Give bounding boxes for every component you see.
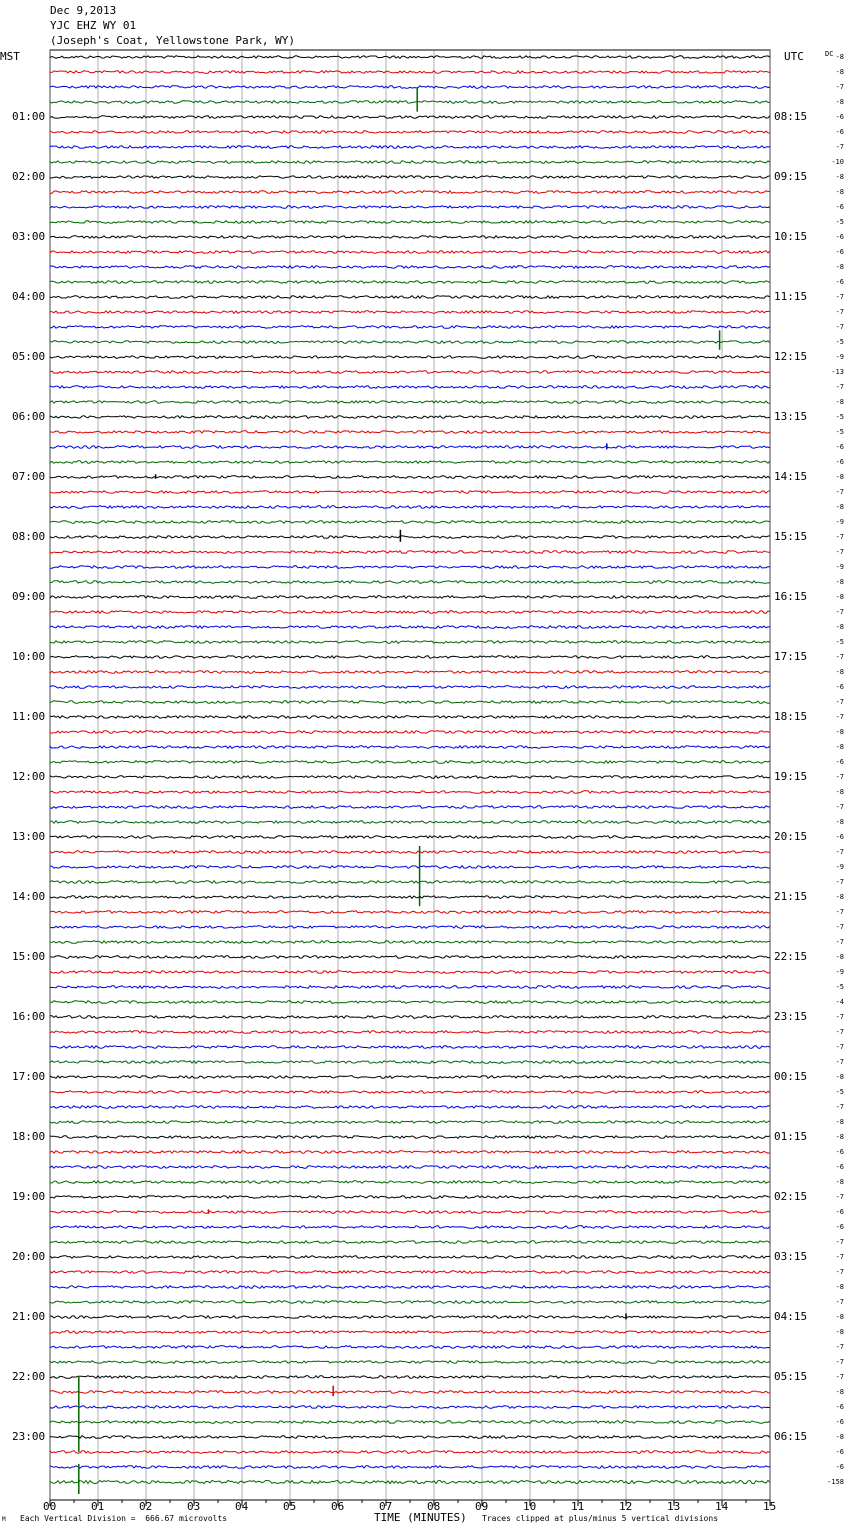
trace-row — [50, 806, 770, 809]
trace-row — [50, 266, 770, 269]
dc-offset-label: -7 — [835, 488, 844, 496]
trace-row — [50, 656, 770, 659]
trace-row — [50, 716, 770, 719]
dc-offset-label: -8 — [835, 1328, 844, 1336]
trace-row — [50, 971, 770, 974]
trace-row — [50, 506, 770, 509]
dc-offset-label: -9 — [835, 518, 844, 526]
dc-offset-label: -8 — [835, 623, 844, 631]
left-hour-label: 22:00 — [12, 1370, 46, 1383]
trace-row — [50, 491, 770, 494]
dc-offset-label: -7 — [835, 1298, 844, 1306]
trace-row — [50, 1151, 770, 1154]
dc-offset-label: -8 — [835, 1313, 844, 1321]
trace-row — [50, 626, 770, 629]
trace-row — [50, 1301, 770, 1304]
trace-row — [50, 1211, 770, 1214]
dc-offset-label: -6 — [835, 1208, 844, 1216]
trace-row — [50, 536, 770, 539]
trace-row — [50, 1271, 770, 1274]
left-hour-label: 21:00 — [12, 1310, 46, 1323]
dc-offset-label: -7 — [835, 1058, 844, 1066]
right-hour-label: 06:15 — [774, 1430, 808, 1443]
left-hour-label: 17:00 — [12, 1070, 46, 1083]
dc-offset-label: -8 — [835, 1283, 844, 1291]
trace-row — [50, 761, 770, 764]
trace-row — [50, 1346, 770, 1349]
trace-row — [50, 596, 770, 599]
right-hour-label: 09:15 — [774, 170, 808, 183]
trace-row — [50, 1031, 770, 1034]
left-hour-label: 01:00 — [12, 110, 46, 123]
dc-offset-label: -8 — [835, 68, 844, 76]
x-tick-label: 02 — [139, 1500, 153, 1513]
trace-row — [50, 746, 770, 749]
dc-offset-label: -8 — [835, 1073, 844, 1081]
plot-station: YJC EHZ WY 01 — [50, 19, 137, 32]
trace-row — [50, 446, 770, 449]
trace-row — [50, 1136, 770, 1139]
dc-offset-label: -6 — [835, 1403, 844, 1411]
trace-row — [50, 386, 770, 389]
right-timezone-label: UTC — [784, 50, 804, 63]
trace-row — [50, 896, 770, 899]
right-hour-label: 08:15 — [774, 110, 808, 123]
trace-row — [50, 1376, 770, 1379]
trace-row — [50, 1076, 770, 1079]
trace-row — [50, 641, 770, 644]
trace-row — [50, 1391, 770, 1394]
right-hour-label: 11:15 — [774, 290, 808, 303]
trace-row — [50, 1316, 770, 1319]
dc-offset-label: -7 — [835, 1358, 844, 1366]
trace-row — [50, 866, 770, 869]
trace-row — [50, 1451, 770, 1454]
dc-offset-label: -6 — [835, 833, 844, 841]
right-hour-label: 22:15 — [774, 950, 808, 963]
dc-offset-label: -9 — [835, 353, 844, 361]
trace-row — [50, 311, 770, 314]
x-tick-label: 04 — [235, 1500, 249, 1513]
left-hour-label: 16:00 — [12, 1010, 46, 1023]
x-tick-label: 10 — [523, 1500, 537, 1513]
dc-offset-label: -7 — [835, 1193, 844, 1201]
trace-row — [50, 281, 770, 284]
left-hour-label: 02:00 — [12, 170, 46, 183]
right-hour-label: 10:15 — [774, 230, 808, 243]
trace-row — [50, 251, 770, 254]
trace-row — [50, 551, 770, 554]
left-hour-label: 23:00 — [12, 1430, 46, 1443]
right-hour-label: 20:15 — [774, 830, 808, 843]
dc-offset-label: -7 — [835, 803, 844, 811]
x-tick-label: 01 — [91, 1500, 105, 1513]
dc-offset-label: -6 — [835, 758, 844, 766]
trace-row — [50, 356, 770, 359]
trace-row — [50, 1421, 770, 1424]
dc-offset-label: -7 — [835, 1253, 844, 1261]
dc-offset-label: -7 — [835, 143, 844, 151]
left-timezone-label: MST — [0, 50, 20, 63]
right-hour-label: 05:15 — [774, 1370, 808, 1383]
right-hour-label: 17:15 — [774, 650, 808, 663]
dc-offset-label: -6 — [835, 1463, 844, 1471]
right-hour-label: 18:15 — [774, 710, 808, 723]
dc-offset-label: -8 — [835, 263, 844, 271]
left-hour-label: 15:00 — [12, 950, 46, 963]
left-hour-label: 07:00 — [12, 470, 46, 483]
trace-row — [50, 566, 770, 569]
dc-offset-label: -9 — [835, 968, 844, 976]
left-hour-label: 13:00 — [12, 830, 46, 843]
dc-offset-label: -7 — [835, 83, 844, 91]
left-hour-label: 09:00 — [12, 590, 46, 603]
left-hour-label: 08:00 — [12, 530, 46, 543]
trace-row — [50, 116, 770, 119]
trace-row — [50, 1196, 770, 1199]
dc-offset-label: -8 — [835, 953, 844, 961]
dc-offset-label: -7 — [835, 308, 844, 316]
right-hour-label: 15:15 — [774, 530, 808, 543]
left-hour-label: 06:00 — [12, 410, 46, 423]
dc-offset-label: -4 — [835, 998, 844, 1006]
dc-offset-label: -5 — [835, 983, 844, 991]
dc-offset-label: -7 — [835, 653, 844, 661]
trace-row — [50, 1331, 770, 1334]
trace-row — [50, 176, 770, 179]
trace-row — [50, 1286, 770, 1289]
right-hour-label: 03:15 — [774, 1250, 808, 1263]
dc-offset-label: -7 — [835, 533, 844, 541]
x-tick-label: 15 — [763, 1500, 777, 1513]
dc-offset-label: -7 — [835, 1268, 844, 1276]
trace-row — [50, 1436, 770, 1439]
dc-offset-label: -5 — [835, 338, 844, 346]
trace-row — [50, 671, 770, 674]
dc-offset-label: -5 — [835, 428, 844, 436]
left-hour-label: 04:00 — [12, 290, 46, 303]
left-hour-label: 12:00 — [12, 770, 46, 783]
trace-row — [50, 416, 770, 419]
dc-offset-label: -13 — [831, 368, 844, 376]
dc-offset-label: -6 — [835, 278, 844, 286]
dc-offset-label: -7 — [835, 1343, 844, 1351]
trace-row — [50, 1061, 770, 1064]
dc-offset-label: -8 — [835, 98, 844, 106]
trace-row — [50, 926, 770, 929]
right-hour-label: 01:15 — [774, 1130, 808, 1143]
dc-offset-label: -8 — [835, 53, 844, 61]
dc-offset-label: -6 — [835, 113, 844, 121]
x-tick-label: 03 — [187, 1500, 201, 1513]
dc-offset-label: -7 — [835, 773, 844, 781]
division-note: Each Vertical Division = 666.67 microvolts — [20, 1514, 228, 1523]
trace-row — [50, 56, 770, 59]
left-hour-label: 14:00 — [12, 890, 46, 903]
trace-row — [50, 881, 770, 884]
trace-row — [50, 1241, 770, 1244]
dc-offset-label: -8 — [835, 593, 844, 601]
dc-offset-label: -7 — [835, 923, 844, 931]
dc-offset-label: -7 — [835, 293, 844, 301]
right-hour-label: 13:15 — [774, 410, 808, 423]
dc-offset-label: -8 — [835, 728, 844, 736]
trace-row — [50, 221, 770, 224]
trace-row — [50, 461, 770, 464]
right-hour-label: 12:15 — [774, 350, 808, 363]
x-tick-label: 00 — [43, 1500, 57, 1513]
x-tick-label: 14 — [715, 1500, 729, 1513]
trace-row — [50, 731, 770, 734]
dc-offset-label: -9 — [835, 863, 844, 871]
trace-row — [50, 101, 770, 104]
dc-offset-label: -9 — [835, 563, 844, 571]
dc-offset-label: -7 — [835, 383, 844, 391]
dc-header-label: DC — [825, 50, 834, 58]
x-tick-label: 08 — [427, 1500, 441, 1513]
x-tick-label: 12 — [619, 1500, 633, 1513]
dc-offset-label: -7 — [835, 323, 844, 331]
x-tick-label: 07 — [379, 1500, 393, 1513]
dc-offset-label: -8 — [835, 668, 844, 676]
trace-row — [50, 296, 770, 299]
trace-row — [50, 71, 770, 74]
trace-row — [50, 611, 770, 614]
x-axis-label: TIME (MINUTES) — [374, 1511, 467, 1524]
left-hour-label: 03:00 — [12, 230, 46, 243]
right-hour-label: 23:15 — [774, 1010, 808, 1023]
trace-row — [50, 131, 770, 134]
dc-offset-label: -7 — [835, 548, 844, 556]
dc-offset-label: -10 — [831, 158, 844, 166]
trace-row — [50, 1466, 770, 1469]
dc-offset-label: -6 — [835, 128, 844, 136]
dc-offset-label: -8 — [835, 788, 844, 796]
trace-row — [50, 86, 770, 89]
trace-row — [50, 941, 770, 944]
right-hour-label: 02:15 — [774, 1190, 808, 1203]
dc-offset-label: -5 — [835, 413, 844, 421]
trace-row — [50, 206, 770, 209]
dc-offset-label: -8 — [835, 1388, 844, 1396]
dc-offset-label: -6 — [835, 1163, 844, 1171]
x-tick-label: 13 — [667, 1500, 681, 1513]
dc-offset-label: -5 — [835, 638, 844, 646]
trace-row — [50, 476, 770, 479]
trace-row — [50, 1091, 770, 1094]
dc-offset-label: -5 — [835, 1088, 844, 1096]
x-tick-label: 05 — [283, 1500, 297, 1513]
dc-offset-label: -6 — [835, 1223, 844, 1231]
trace-row — [50, 146, 770, 149]
clip-note: Traces clipped at plus/minus 5 vertical divisions — [482, 1514, 719, 1523]
trace-row — [50, 821, 770, 824]
dc-offset-label: -7 — [835, 1103, 844, 1111]
trace-row — [50, 581, 770, 584]
left-hour-label: 11:00 — [12, 710, 46, 723]
trace-row — [50, 341, 770, 344]
dc-offset-label: -7 — [835, 1238, 844, 1246]
trace-row — [50, 1121, 770, 1124]
dc-offset-label: -8 — [835, 1433, 844, 1441]
trace-row — [50, 1256, 770, 1259]
dc-offset-label: -6 — [835, 683, 844, 691]
trace-row — [50, 851, 770, 854]
trace-row — [50, 521, 770, 524]
trace-row — [50, 1016, 770, 1019]
trace-row — [50, 401, 770, 404]
trace-row — [50, 1406, 770, 1409]
trace-row — [50, 686, 770, 689]
dc-offset-label: -6 — [835, 1448, 844, 1456]
plot-location: (Joseph's Coat, Yellowstone Park, WY) — [50, 34, 296, 47]
trace-row — [50, 776, 770, 779]
dc-offset-label: -6 — [835, 233, 844, 241]
dc-offset-label: -8 — [835, 1178, 844, 1186]
dc-offset-label: -8 — [835, 578, 844, 586]
dc-offset-label: -8 — [835, 1133, 844, 1141]
trace-row — [50, 836, 770, 839]
left-hour-label: 20:00 — [12, 1250, 46, 1263]
dc-offset-label: -6 — [835, 458, 844, 466]
trace-row — [50, 1106, 770, 1109]
trace-row — [50, 1480, 770, 1483]
left-hour-label: 05:00 — [12, 350, 46, 363]
x-tick-label: 11 — [571, 1500, 585, 1513]
dc-offset-label: -8 — [835, 893, 844, 901]
dc-offset-label: -8 — [835, 743, 844, 751]
dc-offset-label: -6 — [835, 1148, 844, 1156]
dc-offset-label: -8 — [835, 1118, 844, 1126]
dc-offset-label: -7 — [835, 1028, 844, 1036]
dc-offset-label: -8 — [835, 818, 844, 826]
dc-offset-label: -7 — [835, 1373, 844, 1381]
dc-offset-label: -8 — [835, 398, 844, 406]
trace-row — [50, 986, 770, 989]
trace-row — [50, 1046, 770, 1049]
dc-offset-label: -7 — [835, 908, 844, 916]
right-hour-label: 14:15 — [774, 470, 808, 483]
dc-offset-label: -7 — [835, 1013, 844, 1021]
left-hour-label: 18:00 — [12, 1130, 46, 1143]
dc-offset-label: -8 — [835, 473, 844, 481]
trace-row — [50, 326, 770, 329]
trace-row — [50, 431, 770, 434]
trace-row — [50, 791, 770, 794]
trace-row — [50, 161, 770, 164]
trace-row — [50, 236, 770, 239]
dc-offset-label: -7 — [835, 1043, 844, 1051]
dc-offset-label: -6 — [835, 1418, 844, 1426]
dc-offset-label: -7 — [835, 848, 844, 856]
x-tick-label: 06 — [331, 1500, 345, 1513]
dc-offset-label: -7 — [835, 608, 844, 616]
trace-row — [50, 911, 770, 914]
left-hour-label: 10:00 — [12, 650, 46, 663]
dc-offset-label: -6 — [835, 443, 844, 451]
mark-label: M — [2, 1516, 6, 1523]
dc-offset-label: -7 — [835, 713, 844, 721]
right-hour-label: 16:15 — [774, 590, 808, 603]
trace-row — [50, 701, 770, 704]
dc-offset-label: -6 — [835, 248, 844, 256]
trace-row — [50, 1181, 770, 1184]
trace-row — [50, 191, 770, 194]
trace-row — [50, 1166, 770, 1169]
trace-row — [50, 371, 770, 374]
trace-row — [50, 1226, 770, 1229]
right-hour-label: 00:15 — [774, 1070, 808, 1083]
right-hour-label: 04:15 — [774, 1310, 808, 1323]
dc-offset-label: -8 — [835, 503, 844, 511]
x-tick-label: 09 — [475, 1500, 489, 1513]
dc-offset-label: -6 — [835, 203, 844, 211]
left-hour-label: 19:00 — [12, 1190, 46, 1203]
dc-offset-label: -8 — [835, 188, 844, 196]
dc-offset-label: -5 — [835, 218, 844, 226]
trace-row — [50, 1361, 770, 1364]
dc-offset-label: -158 — [827, 1478, 844, 1486]
dc-offset-label: -8 — [835, 173, 844, 181]
dc-offset-label: -7 — [835, 698, 844, 706]
right-hour-label: 21:15 — [774, 890, 808, 903]
dc-offset-label: -7 — [835, 938, 844, 946]
plot-date: Dec 9,2013 — [50, 4, 117, 17]
trace-row — [50, 956, 770, 959]
trace-row — [50, 1001, 770, 1004]
dc-offset-label: -7 — [835, 878, 844, 886]
right-hour-label: 19:15 — [774, 770, 808, 783]
